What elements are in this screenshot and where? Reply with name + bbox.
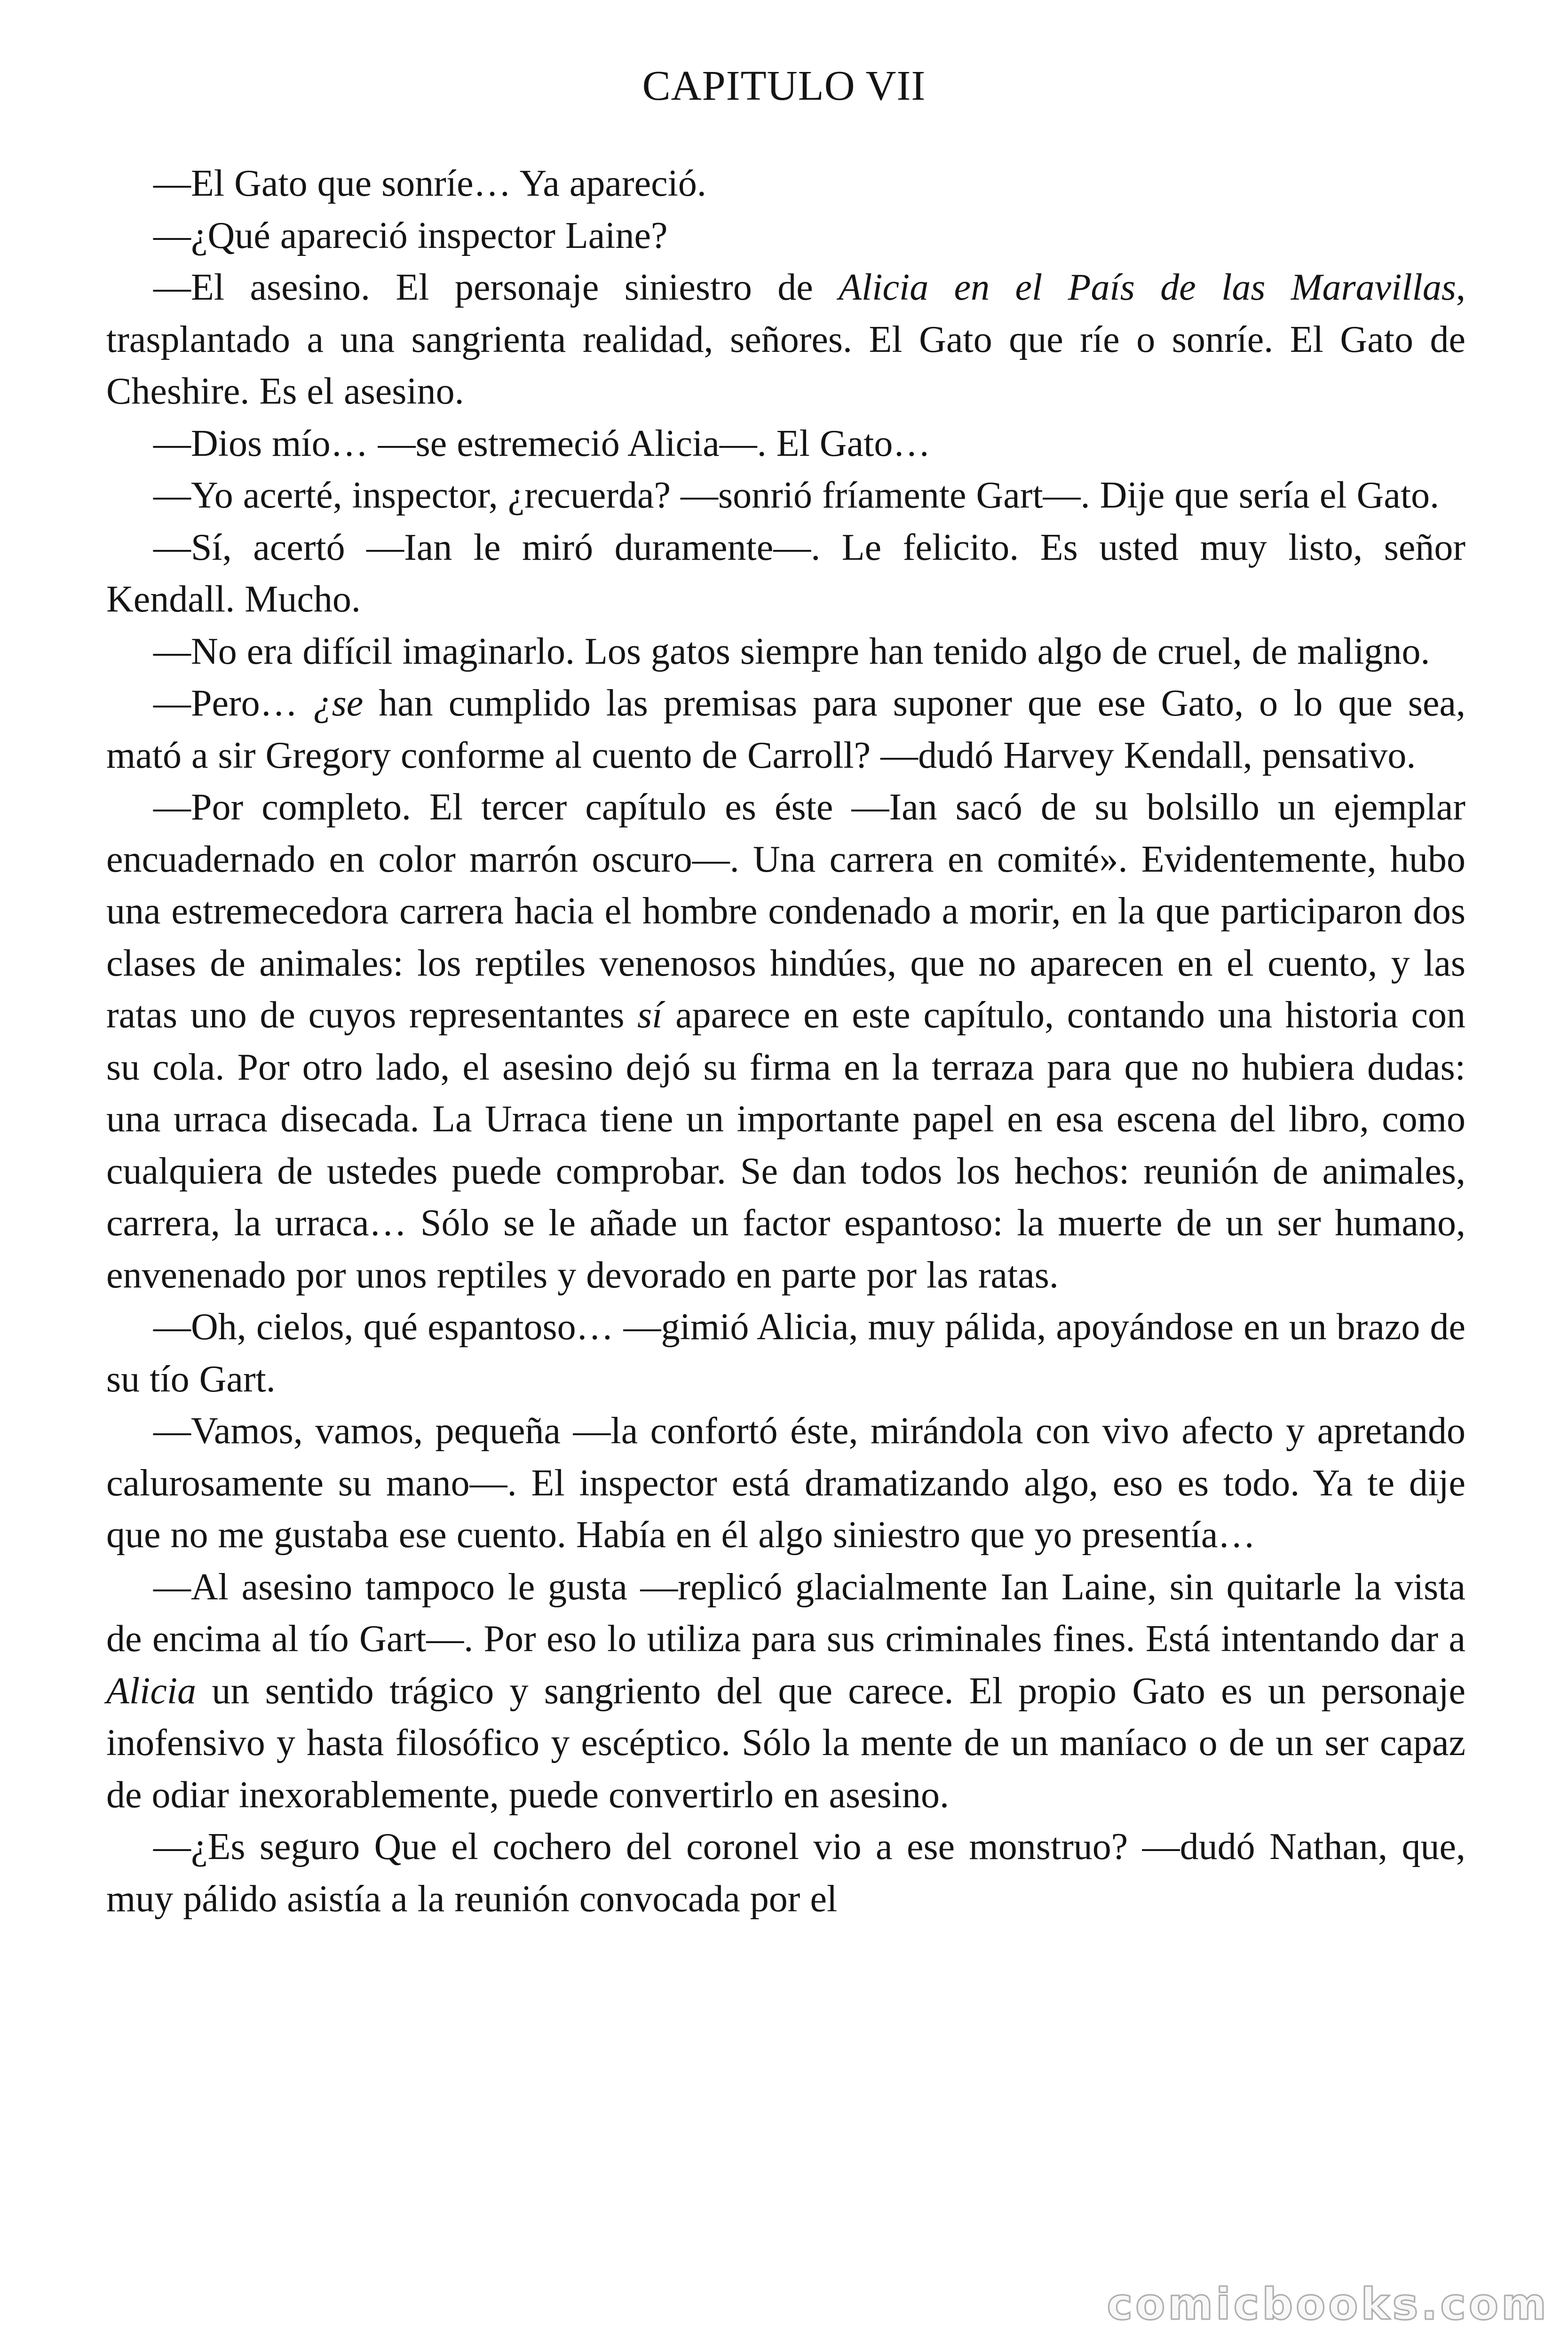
chapter-title: CAPITULO VII xyxy=(642,63,926,109)
paragraph: —Oh, cielos, qué espantoso… —gimió Alicia, muy pálida, apoyándose en un brazo de su tío Gart. xyxy=(106,1306,1465,1400)
paragraph xyxy=(106,1561,1465,1821)
paragraph: —Vamos, vamos, pequeña —la confortó éste, mirándola con vivo afecto y apretando calurosamente su mano—. El inspector está dramatizando algo, eso es todo. Ya te dije que no me gustaba ese cuento. Había en él algo siniestro que yo presentía… xyxy=(106,1410,1465,1556)
text-run: —Al asesino tampoco le gusta —replicó glacialmente Ian Laine, sin quitarle la vista de encima al tío Gart—. Por eso lo utiliza para sus criminales fines. Está intentando dar a xyxy=(106,1566,1465,1660)
paragraph xyxy=(106,677,1465,781)
paragraph xyxy=(106,781,1465,1301)
text-run: han cumplido las premisas para suponer que ese Gato, o lo que sea, mató a sir Gregory conforme al cuento de Carroll? —dudó Harvey Kendall, pensativo. xyxy=(106,683,1466,776)
text-run: —Pero… xyxy=(153,683,313,724)
paragraph: —¿Es seguro Que el cochero del coronel vio a ese monstruo? —dudó Nathan, que, muy pálido asistía a la reunión convocada por el xyxy=(106,1826,1465,1920)
paragraph: —Dios mío… —se estremeció Alicia—. El Gato… xyxy=(153,422,931,464)
watermark: comicbooks.com xyxy=(1107,2279,1549,2329)
text-run: un sentido trágico y sangriento del que carece. El propio Gato es un personaje inofensivo y hasta filosófico y escéptico. Sólo la mente de un maníaco o de un ser capaz de odiar inexorablemente, puede convertirlo en asesino. xyxy=(106,1670,1465,1816)
paragraph: —¿Qué apareció inspector Laine? xyxy=(153,215,668,256)
text-run: aparece en este capítulo, contando una historia con su cola. Por otro lado, el asesino dejó su firma en la terraza para que no hubiera dudas: una urraca disecada. La Urraca tiene un importante papel en esa escena del libro, como cualquiera de ustedes puede comprobar. Se dan todos los hechos: reunión de animales, carrera, la urraca… Sólo se le añade un factor espantoso: la muerte de un ser humano, envenenado por unos reptiles y devorado en parte por las ratas. xyxy=(106,994,1466,1296)
body-text xyxy=(106,158,1465,1925)
text-run: —El asesino. El personaje siniestro de xyxy=(153,267,839,308)
paragraph: —El Gato que sonríe… Ya apareció. xyxy=(153,163,706,204)
italic-text: ¿se xyxy=(313,683,364,724)
text-run: —Por completo. El tercer capítulo es éste —Ian sacó de su bolsillo un ejemplar encuadernado en color marrón oscuro—. Una carrera en comité». Evidentemente, hubo una estremecedora carrera hacia el hombre condenado a morir, en la que participaron dos clases de animales: los reptiles venenosos hindúes, que no aparecen en el cuento, y las ratas uno de cuyos representantes xyxy=(106,787,1465,1036)
paragraph xyxy=(106,262,1465,418)
paragraph: —Sí, acertó —Ian le miró duramente—. Le felicito. Es usted muy listo, señor Kendall. Mucho. xyxy=(106,526,1465,620)
italic-text: sí xyxy=(637,994,663,1036)
italic-text: Alicia xyxy=(106,1670,197,1712)
paragraph: —No era difícil imaginarlo. Los gatos siempre han tenido algo de cruel, de maligno. xyxy=(153,630,1430,672)
paragraph: —Yo acerté, inspector, ¿recuerda? —sonrió fríamente Gart—. Dije que sería el Gato. xyxy=(153,475,1440,516)
italic-text: Alicia en el País de las Maravillas xyxy=(839,267,1456,308)
text-run: , trasplantado a una sangrienta realidad, señores. El Gato que ríe o sonríe. El Gato de Cheshire. Es el asesino. xyxy=(106,267,1465,412)
